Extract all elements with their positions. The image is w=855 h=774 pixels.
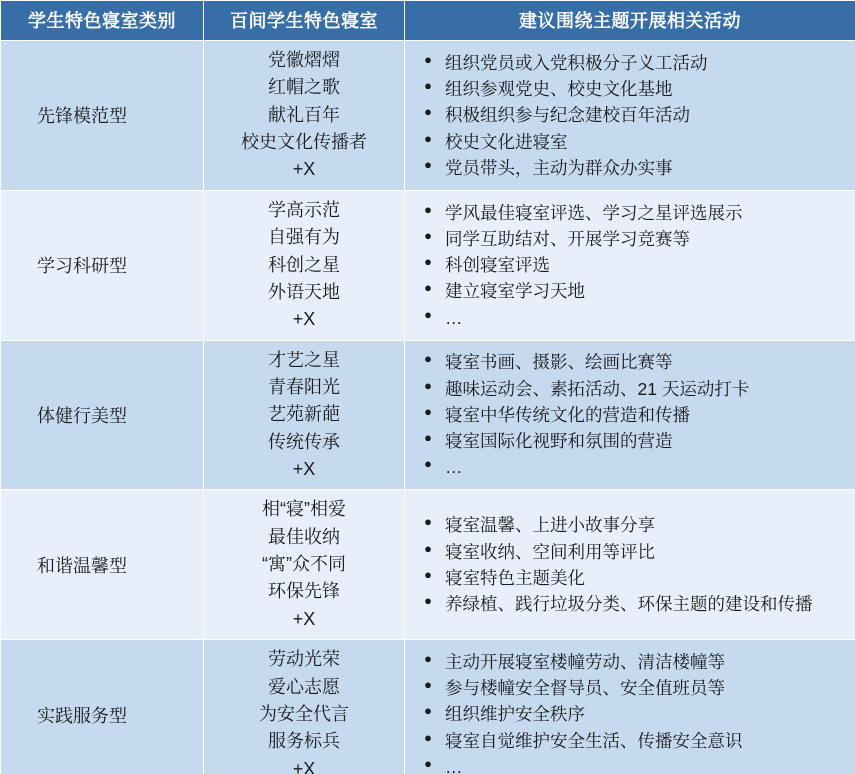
- activity-item: [415, 754, 849, 774]
- bullet-icon: ●: [424, 677, 432, 693]
- activity-item: [415, 402, 849, 428]
- activity-text: 组织党员或入党积极分子义工活动: [445, 52, 708, 73]
- activity-text: …: [445, 756, 463, 774]
- activity-text: 寝室书画、摄影、绘画比赛等: [445, 352, 673, 373]
- bullet-icon: ●: [424, 351, 432, 367]
- header-cell-rooms: 百间学生特色寝室: [204, 1, 405, 41]
- bullet-icon: ●: [424, 280, 432, 296]
- bullet-icon: ●: [424, 51, 432, 67]
- bullet-icon: ●: [424, 227, 432, 243]
- cell-activities: [405, 490, 855, 640]
- room-name: 红帽之歌: [268, 77, 340, 98]
- room-name: 学高示范: [268, 199, 340, 220]
- bullet-icon: ●: [424, 104, 432, 120]
- activity-item: [415, 539, 849, 565]
- room-name: 献礼百年: [268, 104, 340, 125]
- activity-item: [415, 102, 849, 128]
- activity-item: [415, 155, 849, 181]
- activity-item: [415, 701, 849, 727]
- activity-text: 同学互助结对、开展学习竞赛等: [445, 228, 690, 249]
- activity-text: 寝室国际化视野和氛围的营造: [445, 431, 673, 452]
- bullet-icon: ●: [424, 593, 432, 609]
- bullet-icon: ●: [424, 566, 432, 582]
- room-name: 校史文化传播者: [241, 132, 367, 153]
- room-name: 为安全代言: [259, 703, 349, 724]
- activity-text: 党员带头，主动为群众办实事: [445, 157, 673, 178]
- room-name: 服务标兵: [268, 731, 340, 752]
- activity-list: [415, 50, 849, 181]
- activity-item: [415, 129, 849, 155]
- bullet-icon: ●: [424, 306, 432, 322]
- room-name: 青春阳光: [268, 376, 340, 397]
- activity-text: 寝室中华传统文化的营造和传播: [445, 404, 690, 425]
- activity-text: 主动开展寝室楼幢劳动、清洁楼幢等: [445, 651, 725, 672]
- activity-text: 寝室收纳、空间利用等评比: [445, 541, 655, 562]
- room-name: 外语天地: [268, 281, 340, 302]
- activity-item: [415, 226, 849, 252]
- activity-item: [415, 565, 849, 591]
- bullet-icon: ●: [424, 755, 432, 771]
- bullet-icon: ●: [424, 540, 432, 556]
- activity-item: [415, 200, 849, 226]
- activity-text: 寝室温馨、上进小故事分享: [445, 515, 655, 536]
- activity-list: [415, 649, 849, 774]
- activity-item: [415, 649, 849, 675]
- table-row: [1, 490, 855, 640]
- activity-text: …: [445, 307, 463, 328]
- table-row: [1, 640, 855, 774]
- room-name: +X: [292, 608, 316, 629]
- activity-item: [415, 278, 849, 304]
- table-row: [1, 190, 855, 340]
- activity-list: [415, 512, 849, 617]
- bullet-icon: ●: [424, 201, 432, 217]
- bullet-icon: ●: [424, 156, 432, 172]
- activity-text: 组织维护安全秩序: [445, 704, 585, 725]
- bullet-icon: ●: [424, 703, 432, 719]
- cell-category: 体健行美型: [1, 340, 204, 490]
- activity-item: [415, 728, 849, 754]
- activity-text: 积极组织参与纪念建校百年活动: [445, 105, 690, 126]
- bullet-icon: ●: [424, 254, 432, 270]
- activity-item: [415, 454, 849, 480]
- activity-item: [415, 675, 849, 701]
- activity-text: 组织参观党史、校史文化基地: [445, 79, 673, 100]
- cell-rooms: [204, 340, 405, 490]
- cell-category: 先锋模范型: [1, 41, 204, 191]
- room-name: 艺苑新葩: [268, 404, 340, 425]
- activity-text: 趣味运动会、素拓活动、21 天运动打卡: [445, 378, 750, 399]
- cell-category: 和谐温馨型: [1, 490, 204, 640]
- activity-item: [415, 76, 849, 102]
- table-header: [1, 1, 855, 41]
- header-cell-category: 学生特色寝室类别: [1, 1, 204, 41]
- activity-text: 科创寝室评选: [445, 255, 550, 276]
- bullet-icon: ●: [424, 403, 432, 419]
- cell-category: 学习科研型: [1, 190, 204, 340]
- activity-item: [415, 428, 849, 454]
- activity-text: 寝室自觉维护安全生活、传播安全意识: [445, 730, 743, 751]
- activity-item: [415, 376, 849, 402]
- activity-text: 参与楼幢安全督导员、安全值班员等: [445, 678, 725, 699]
- room-name: +X: [292, 758, 316, 774]
- activity-item: [415, 591, 849, 617]
- room-name: 党徽熠熠: [268, 50, 340, 70]
- activity-text: 学风最佳寝室评选、学习之星评选展示: [445, 202, 743, 223]
- activity-item: [415, 349, 849, 375]
- bullet-icon: ●: [424, 430, 432, 446]
- room-name: 传统传承: [268, 431, 340, 452]
- cell-activities: [405, 41, 855, 191]
- room-name: 最佳收纳: [268, 526, 340, 547]
- room-name: 自强有为: [268, 227, 340, 248]
- bullet-icon: ●: [424, 78, 432, 94]
- cell-activities: [405, 640, 855, 774]
- room-name: “寓”众不同: [262, 554, 346, 575]
- room-name: 科创之星: [268, 254, 340, 275]
- room-name: 劳动光荣: [268, 649, 340, 670]
- activity-text: 寝室特色主题美化: [445, 567, 585, 588]
- room-name: 才艺之星: [268, 349, 340, 370]
- table-body: [1, 41, 855, 774]
- header-row: [1, 1, 855, 41]
- activity-text: 养绿植、践行垃圾分类、环保主题的建设和传播: [445, 594, 813, 615]
- activity-text: 建立寝室学习天地: [445, 281, 585, 302]
- activity-item: [415, 252, 849, 278]
- bullet-icon: ●: [424, 456, 432, 472]
- cell-rooms: [204, 41, 405, 191]
- activity-item: [415, 512, 849, 538]
- activity-item: [415, 305, 849, 331]
- room-name: 爱心志愿: [268, 676, 340, 697]
- cell-activities: [405, 190, 855, 340]
- room-name: 环保先锋: [268, 581, 340, 602]
- room-name: +X: [292, 459, 316, 480]
- bullet-icon: ●: [424, 130, 432, 146]
- room-name: 相“寝”相爱: [262, 499, 346, 520]
- bullet-icon: ●: [424, 729, 432, 745]
- activity-list: [415, 200, 849, 331]
- room-name: +X: [292, 309, 316, 330]
- bullet-icon: ●: [424, 514, 432, 530]
- room-name: +X: [292, 159, 316, 180]
- header-cell-activities: 建议围绕主题开展相关活动: [405, 1, 855, 41]
- cell-rooms: [204, 190, 405, 340]
- activity-item: [415, 50, 849, 76]
- cell-rooms: [204, 490, 405, 640]
- activity-text: 校史文化进寝室: [445, 131, 568, 152]
- cell-rooms: [204, 640, 405, 774]
- table-row: [1, 340, 855, 490]
- cell-activities: [405, 340, 855, 490]
- bullet-icon: ●: [424, 650, 432, 666]
- table-row: [1, 41, 855, 191]
- activity-text: …: [445, 457, 463, 478]
- activity-list: [415, 349, 849, 480]
- bullet-icon: ●: [424, 377, 432, 393]
- cell-category: 实践服务型: [1, 640, 204, 774]
